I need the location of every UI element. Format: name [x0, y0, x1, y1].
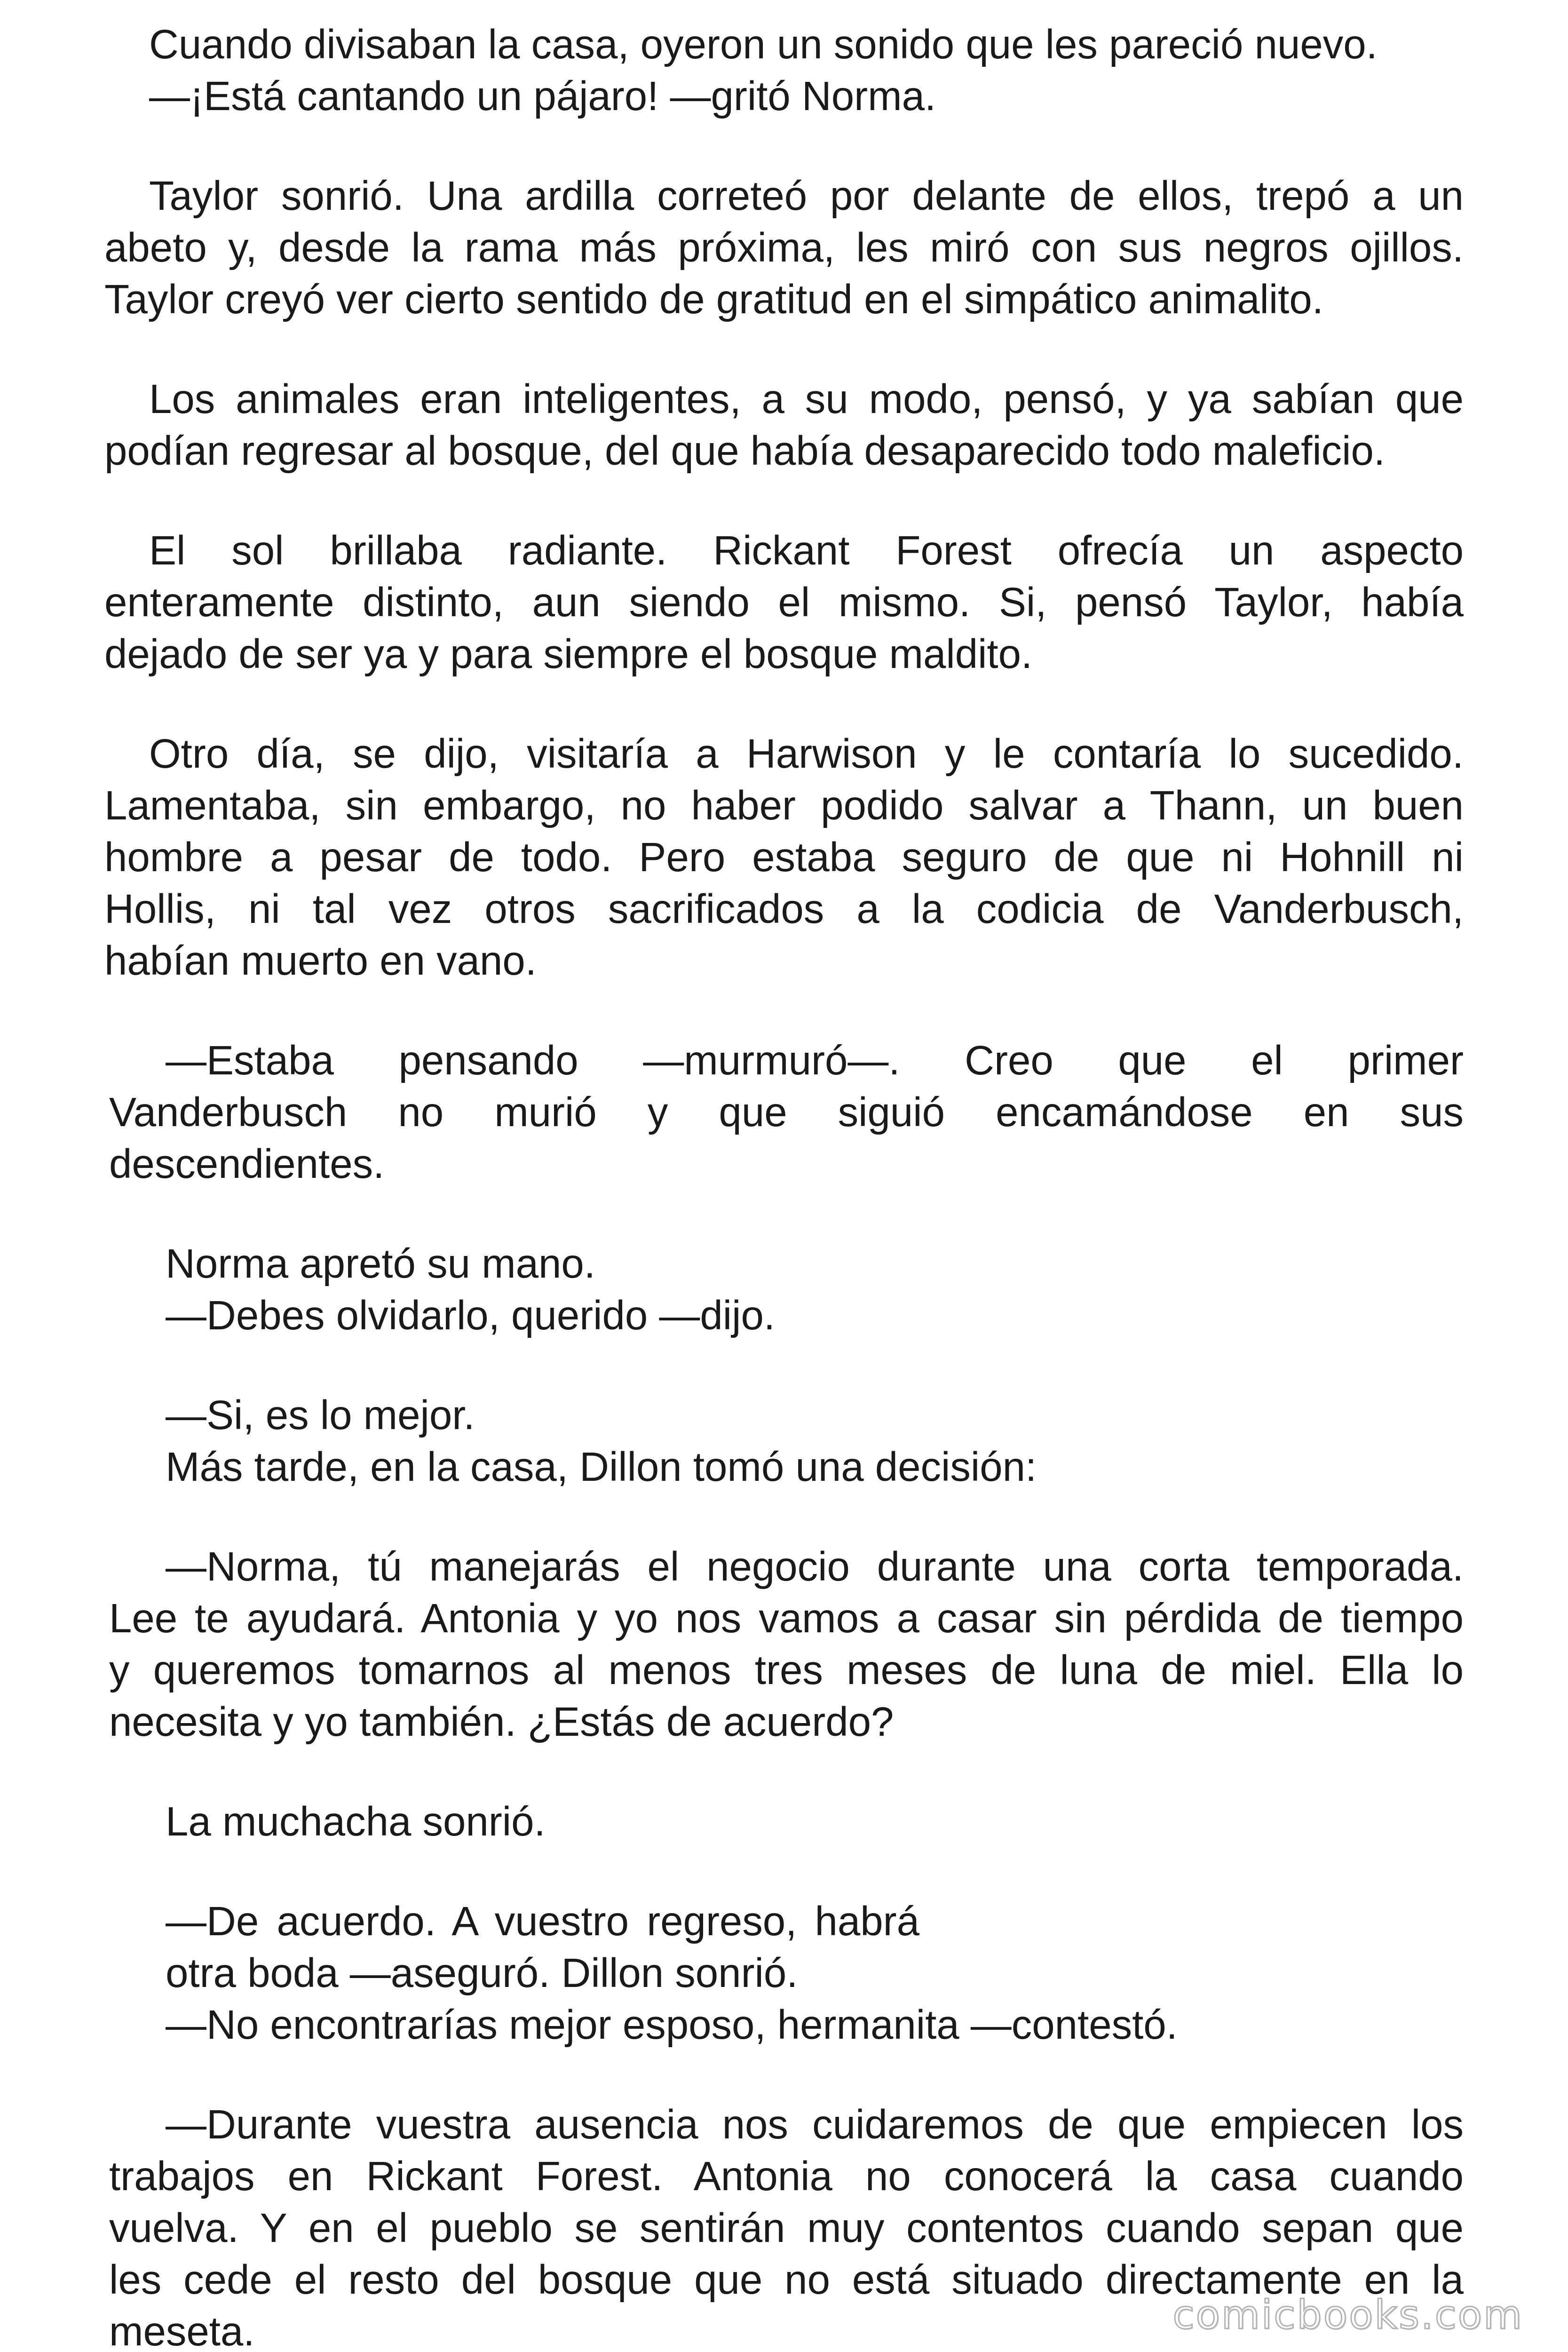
paragraph-6: [104, 1035, 1464, 1190]
paragraph-8: [104, 1390, 1464, 1493]
text-line: dejado de ser ya y para siempre el bosque maldito.: [104, 631, 1033, 677]
paragraph-11: [104, 1896, 1464, 2051]
watermark: comicbooks.com: [1172, 2292, 1523, 2338]
text-line: El sol brillaba radiante. Rickant Forest ofrecía un aspecto: [149, 528, 1464, 573]
text-line: —Si, es lo mejor.: [166, 1392, 475, 1438]
text-line: Lamentaba, sin embargo, no haber podido salvar a Thann, un buen: [104, 783, 1464, 828]
paragraph-4: [104, 525, 1464, 680]
paragraph-10: [104, 1796, 1464, 1848]
paragraph-9: [104, 1541, 1464, 1748]
text-line: descendientes.: [109, 1141, 385, 1187]
text-line: hombre a pesar de todo. Pero estaba seguro de que ni Hohnill ni: [104, 834, 1464, 880]
text-line: abeto y, desde la rama más próxima, les miró con sus negros ojillos.: [104, 225, 1464, 270]
paragraph-2: [104, 170, 1464, 326]
text-line: vuelva. Y en el pueblo se sentirán muy contentos cuando sepan que: [109, 2205, 1464, 2251]
text-line: —No encontrarías mejor esposo, hermanita —contestó.: [166, 2002, 1178, 2048]
text-line: les cede el resto del bosque que no está situado directamente en la: [109, 2257, 1464, 2303]
text-line: Lee te ayudará. Antonia y yo nos vamos a casar sin pérdida de tiempo: [109, 1596, 1464, 1641]
text-line: habían muerto en vano.: [104, 938, 537, 984]
text-line: Más tarde, en la casa, Dillon tomó una decisión:: [166, 1444, 1037, 1490]
paragraph-7: [104, 1238, 1464, 1342]
text-line: meseta.: [109, 2309, 255, 2352]
text-line: Otro día, se dijo, visitaría a Harwison y le contaría lo sucedido.: [149, 731, 1464, 777]
text-line: Vanderbusch no murió y que siguió encamándose en sus: [109, 1089, 1464, 1135]
text-line: —Estaba pensando —murmuró—. Creo que el primer: [166, 1038, 1464, 1083]
text-line: Taylor sonrió. Una ardilla correteó por delante de ellos, trepó a un: [149, 173, 1464, 219]
text-line: La muchacha sonrió.: [166, 1799, 546, 1844]
text-line: necesita y yo también. ¿Estás de acuerdo?: [109, 1699, 894, 1745]
text-line: —De acuerdo. A vuestro regreso, habrá: [166, 1899, 920, 1944]
text-line: trabajos en Rickant Forest. Antonia no conocerá la casa cuando: [109, 2153, 1464, 2199]
text-line: —Durante vuestra ausencia nos cuidaremos de que empiecen los: [166, 2102, 1464, 2147]
text-line: Norma apretó su mano.: [166, 1241, 595, 1287]
paragraph-1: [104, 19, 1464, 122]
text-line: enteramente distinto, aun siendo el mismo. Si, pensó Taylor, había: [104, 580, 1464, 625]
text-line: Hollis, ni tal vez otros sacrificados a la codicia de Vanderbusch,: [104, 886, 1464, 932]
text-line: y queremos tomarnos al menos tres meses de luna de miel. Ella lo: [109, 1647, 1464, 1693]
text-line: —Debes olvidarlo, querido —dijo.: [166, 1293, 775, 1338]
text-line: podían regresar al bosque, del que había desaparecido todo maleficio.: [104, 428, 1386, 474]
text-line: —Norma, tú manejarás el negocio durante una corta temporada.: [166, 1544, 1464, 1589]
text-line: —¡Está cantando un pájaro! —gritó Norma.: [149, 73, 936, 119]
paragraph-5: [104, 728, 1464, 987]
paragraph-3: [104, 373, 1464, 477]
text-line: Los animales eran inteligentes, a su modo, pensó, y ya sabían que: [149, 376, 1464, 422]
text-line: Taylor creyó ver cierto sentido de gratitud en el simpático animalito.: [104, 277, 1323, 322]
text-line: Cuando divisaban la casa, oyeron un sonido que les pareció nuevo.: [149, 22, 1378, 67]
text-line: otra boda —aseguró. Dillon sonrió.: [166, 1950, 798, 1996]
